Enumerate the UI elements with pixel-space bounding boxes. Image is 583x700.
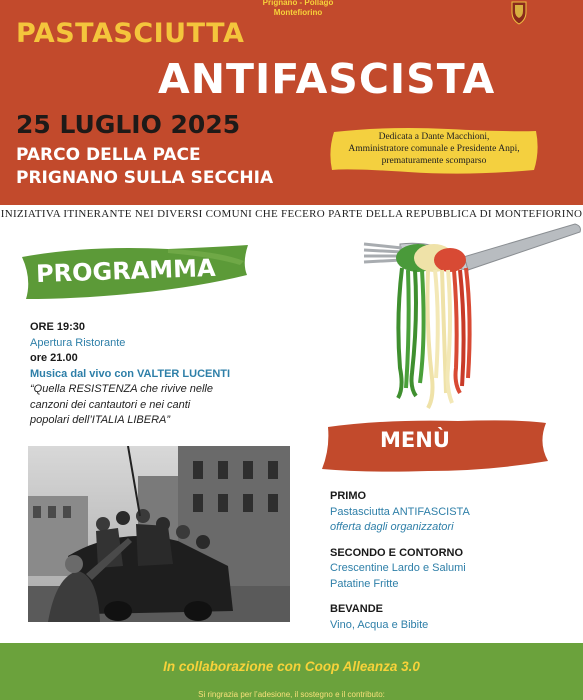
title-line2: ANTIFASCISTA	[158, 55, 496, 103]
top-organization	[258, 0, 338, 18]
time-1: ORE 19:30	[30, 321, 86, 333]
title-line1: PASTASCIUTTA	[16, 18, 245, 49]
menu-bevande-item: Vino, Acqua e Bibite	[330, 618, 429, 631]
event-date: 25 LUGLIO 2025	[16, 110, 241, 139]
dedication-line3: prematuramente scomparso	[381, 156, 487, 166]
menu-primo-note: offerta dagli organizzatori	[330, 521, 454, 533]
quote-line1: “Quella RESISTENZA che rivive nelle	[30, 383, 213, 395]
subtitle: INIZIATIVA ITINERANTE NEI DIVERSI COMUNI CHE FECERO PARTE DELLA REPUBBLICA DI MONTEFIORINO	[0, 208, 583, 220]
dedication-line1: Dedicata a Dante Macchioni,	[378, 132, 490, 142]
header-banner	[0, 0, 583, 205]
dedication-line2: Amministratore comunale e Presidente Anpi,	[348, 144, 520, 154]
menu-secondo-item2: Patatine Fritte	[330, 577, 399, 590]
event-1: Apertura Ristorante	[30, 336, 126, 349]
dedication-text	[334, 131, 534, 167]
menu-secondo-item1: Crescentine Lardo e Salumi	[330, 562, 466, 574]
place-line2: PRIGNANO SULLA SECCHIA	[16, 168, 274, 188]
time-2: ore 21.00	[30, 352, 78, 364]
menu-secondo-label: SECONDO E CONTORNO	[330, 546, 464, 559]
menu-title: MENÙ	[380, 428, 450, 452]
event-2: Musica dal vivo con VALTER LUCENTI	[30, 367, 231, 380]
menu-primo-item: Pastasciutta ANTIFASCISTA	[330, 505, 470, 518]
menu-bevande-label: BEVANDE	[330, 603, 383, 615]
top-org-line1: Prignano - Pollago	[262, 0, 334, 7]
historical-photo	[28, 446, 290, 622]
programma-title: PROGRAMMA	[35, 253, 217, 289]
place-line1: PARCO DELLA PACE	[16, 145, 201, 165]
top-org-line2: Montefiorino	[273, 8, 323, 17]
menu-primo-label: PRIMO	[330, 490, 367, 502]
fork-spaghetti-illustration	[360, 218, 583, 420]
quote-line2: canzoni dei cantautori e nei canti	[30, 398, 191, 411]
thanks-text: Si ringrazia per l’adesione, il sostegno e il contributo:	[198, 690, 385, 699]
collaboration-text: In collaborazione con Coop Alleanza 3.0	[163, 659, 420, 674]
municipal-crest-icon	[500, 0, 538, 26]
schedule	[30, 320, 280, 429]
menu-list	[330, 489, 560, 633]
quote-line3: popolari dell’ITALIA LIBERA”	[30, 414, 171, 426]
